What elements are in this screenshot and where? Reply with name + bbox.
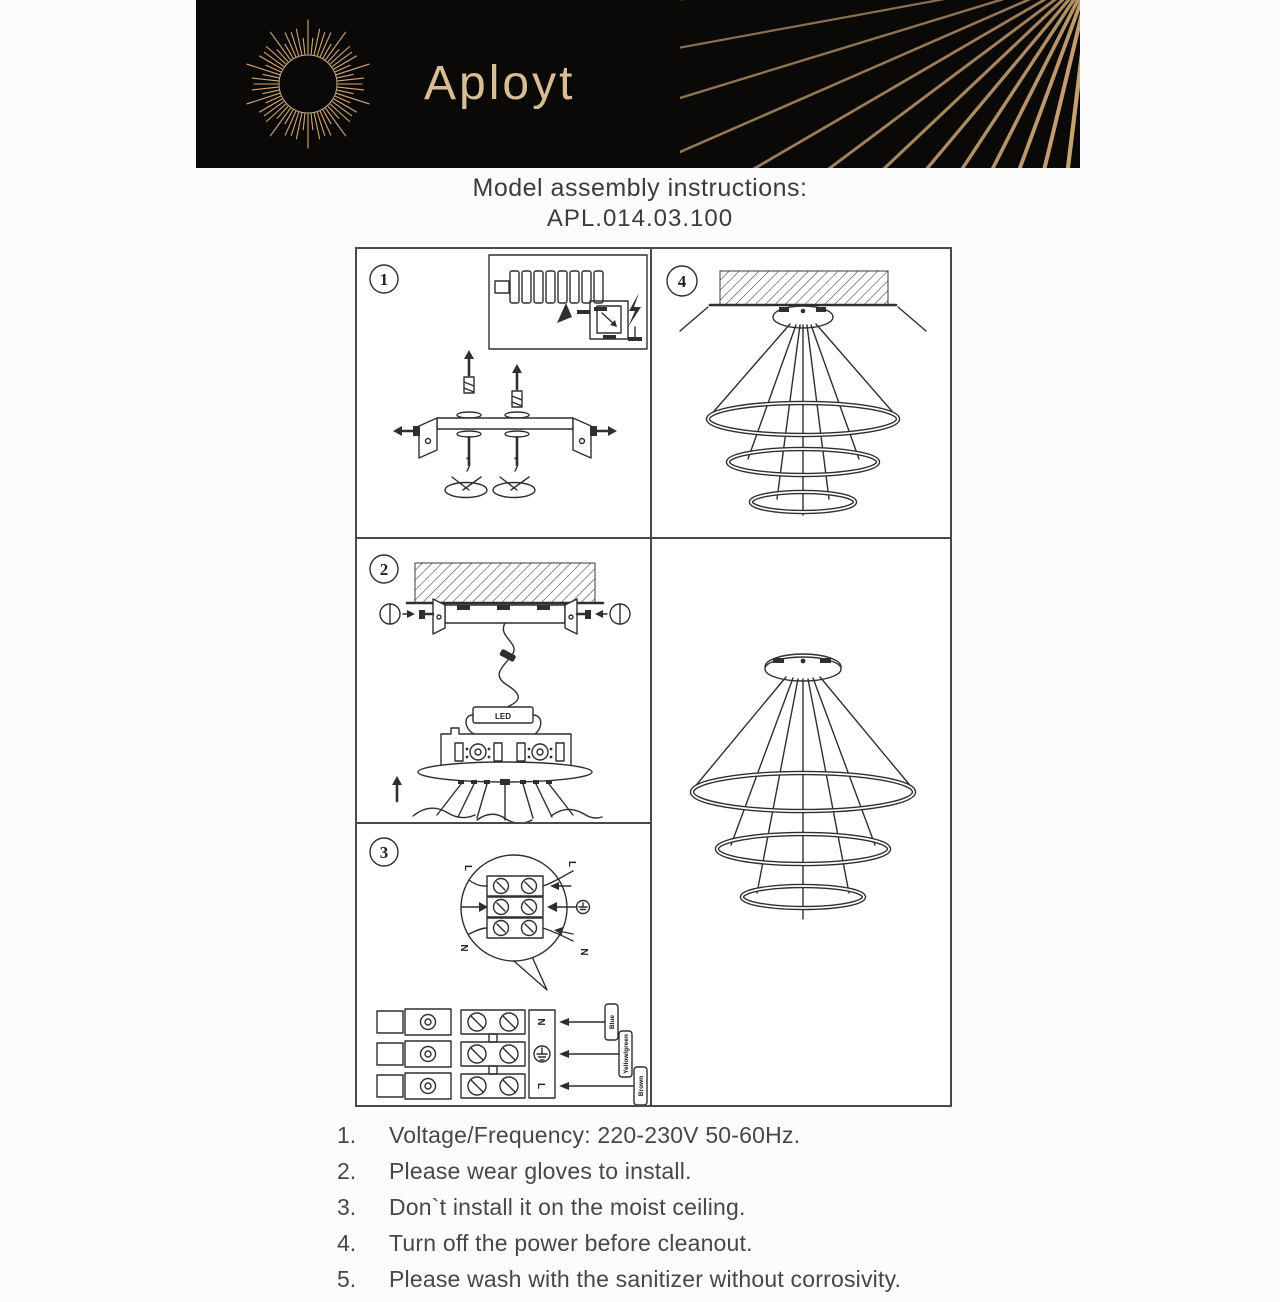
- assembly-step-2: [357, 539, 650, 822]
- meter-icon: [590, 301, 628, 339]
- list-item: [337, 1158, 1117, 1185]
- step-3-drawing: [357, 824, 650, 1105]
- power-wire: [499, 623, 518, 707]
- step-2-drawing: [357, 539, 650, 822]
- step-2-number: 2: [379, 560, 389, 579]
- terminal-strip-side-view: [377, 1009, 451, 1099]
- note-number: 1.: [337, 1122, 357, 1148]
- ceiling-canopy: [765, 654, 841, 681]
- note-text: Turn off the power before cleanout.: [389, 1230, 753, 1256]
- note-text: Please wear gloves to install.: [389, 1158, 692, 1184]
- assembly-step-3: [357, 824, 650, 1105]
- wire-label-yellow-green: Yellow/green: [623, 1034, 630, 1074]
- balloon-label-n-right: N: [578, 948, 589, 956]
- title-block: [0, 174, 1280, 233]
- terminal-block-front-view: [461, 1010, 555, 1098]
- list-item: [337, 1194, 1117, 1221]
- model-number: APL.014.03.100: [546, 205, 734, 232]
- note-text: Voltage/Frequency: 220-230V 50-60Hz.: [389, 1122, 801, 1148]
- anchor-bolt-icon: [512, 364, 522, 407]
- note-number: 5.: [337, 1266, 357, 1292]
- balloon-label-l-left: L: [462, 864, 473, 872]
- suspension-cables: [413, 779, 602, 822]
- balloon-label-l-right: L: [566, 860, 577, 868]
- terminal-strip-inset: [489, 255, 647, 349]
- ceiling-hatch: [407, 563, 603, 603]
- toggle-hook-icon: [493, 458, 535, 498]
- anchor-bolt-icon: [464, 350, 474, 393]
- wiring-detail-balloon: [458, 855, 590, 990]
- block-label-n: N: [535, 1018, 546, 1026]
- note-number: 2.: [337, 1158, 357, 1184]
- canopy-body: [418, 728, 592, 782]
- brand-header: [196, 0, 1080, 168]
- note-text: Please wash with the sanitizer without corrosivity.: [389, 1266, 902, 1292]
- lightning-icon: [628, 293, 642, 341]
- wire-label-brown: Brown: [638, 1075, 645, 1097]
- step-3-number: 3: [379, 843, 389, 862]
- suspension-cables: [693, 677, 913, 919]
- note-text: Don`t install it on the moist ceiling.: [389, 1194, 746, 1220]
- toggle-hook-icon: [445, 458, 487, 498]
- list-item: [337, 1230, 1117, 1257]
- safety-notes-list: [337, 1122, 1117, 1302]
- brand-name: Aployt: [424, 57, 576, 110]
- side-screw-icon: [590, 426, 617, 436]
- led-label: LED: [495, 712, 511, 721]
- finished-fixture-view: [652, 539, 950, 1105]
- mounting-bracket: [419, 412, 591, 458]
- balloon-label-n-left: N: [458, 944, 469, 952]
- page-title: Model assembly instructions:: [472, 174, 808, 202]
- side-screw-icon: [393, 426, 420, 436]
- wire-label-blue: Blue: [609, 1014, 616, 1030]
- step-4-number: 4: [677, 272, 687, 291]
- step-1-drawing: [357, 249, 650, 537]
- earth-icon: [534, 1046, 550, 1062]
- note-number: 3.: [337, 1194, 357, 1220]
- step-4-drawing: [652, 249, 950, 537]
- note-number: 4.: [337, 1230, 357, 1256]
- assembly-step-1: [357, 249, 650, 537]
- block-label-l: L: [535, 1082, 546, 1090]
- assembly-step-4: [652, 249, 950, 537]
- wire-color-legend: [559, 1004, 647, 1105]
- screw-head-icon: [577, 604, 630, 624]
- decorative-rays-icon: [680, 0, 1080, 168]
- step-1-number: 1: [379, 270, 389, 289]
- pointer-arrow-icon: [557, 303, 572, 323]
- led-driver-box: [466, 707, 541, 734]
- suspension-cables: [709, 324, 897, 515]
- up-arrow-icon: [392, 776, 402, 801]
- sunburst-logo-icon: [224, 0, 392, 168]
- list-item: [337, 1122, 1117, 1149]
- finished-fixture-drawing: [652, 539, 950, 1105]
- assembly-steps-grid: [355, 247, 952, 1107]
- screw-head-icon: [380, 604, 433, 624]
